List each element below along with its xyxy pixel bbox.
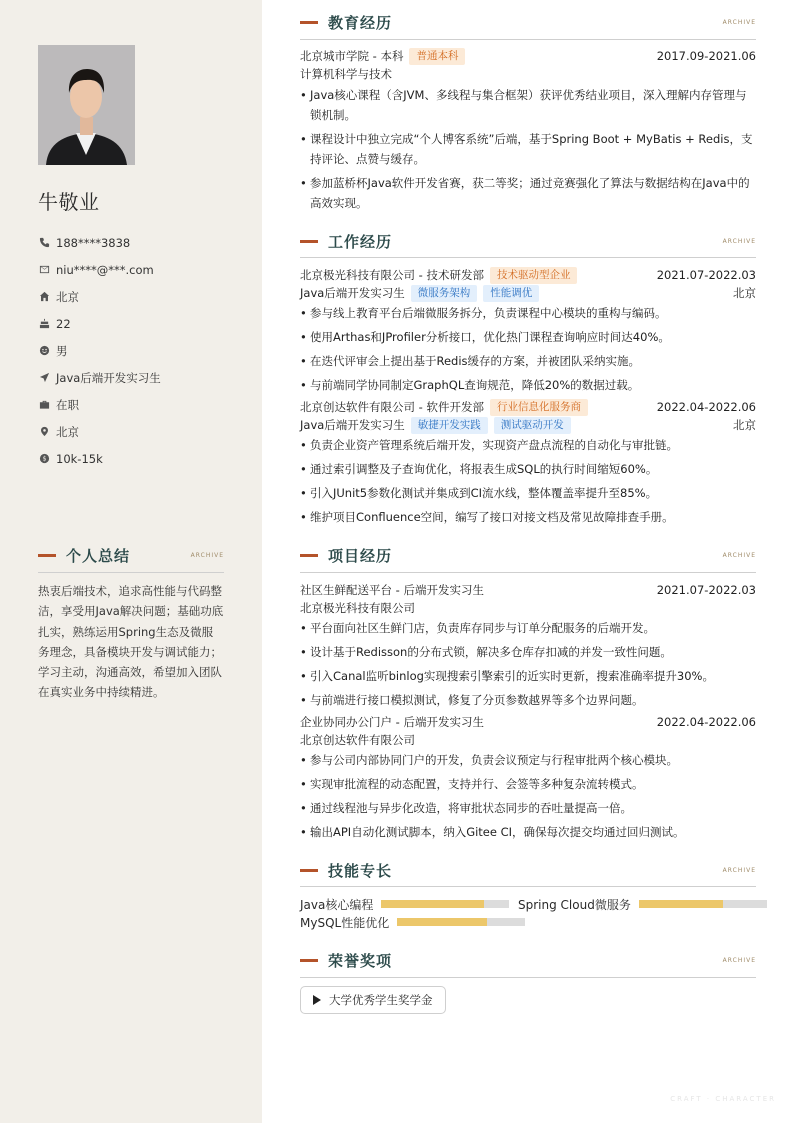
company-badge: 行业信息化服务商 xyxy=(490,399,588,416)
list-item: • 设计基于Redisson的分布式锁，解决多仓库存扣减的并发一致性问题。 xyxy=(300,642,756,662)
project-org-row xyxy=(300,599,756,617)
summary-text: 热衷后端技术，追求高性能与代码整洁，享受用Java解决问题；基础功底扎实，熟练运用Spring生态及微服务理念，具备模块开发与调试能力；学习主动，沟通高效，希望加入团队在真实业务中持续精进。 xyxy=(38,584,224,700)
avatar-photo xyxy=(38,45,135,165)
role: Java后端开发实习生 xyxy=(300,418,405,432)
list-item: • 通过线程池与异步化改造，将审批状态同步的吞吐量提高一倍。 xyxy=(300,798,756,818)
school-name: 北京城市学院 - 本科 xyxy=(300,49,404,63)
main-content xyxy=(262,0,794,1123)
project-date: 2021.07-2022.03 xyxy=(656,583,756,597)
list-item: • 引入Canal监听binlog实现搜索引擎索引的近实时更新，搜索准确率提升30%。 xyxy=(300,666,756,686)
info-text: 男 xyxy=(56,343,68,358)
section-divider xyxy=(300,572,756,573)
company-name: 北京创达软件有限公司 - 软件开发部 xyxy=(300,400,484,414)
skill-item xyxy=(518,895,767,913)
section-tag: ARCHIVE xyxy=(722,238,756,245)
info-home xyxy=(38,283,248,310)
work-city: 北京 xyxy=(733,418,756,432)
work-entry xyxy=(300,266,756,399)
list-item: • 实现审批流程的动态配置，支持并行、会签等多种复杂流转模式。 xyxy=(300,774,756,794)
info-status xyxy=(38,391,248,418)
work-entry xyxy=(300,398,756,531)
skill-tag: 测试驱动开发 xyxy=(494,417,571,434)
info-text: 在职 xyxy=(56,397,79,412)
project-date: 2022.04-2022.06 xyxy=(656,715,756,729)
list-item: • 课程设计中独立完成“个人博客系统”后端，基于Spring Boot + MyBatis + Redis，支持评论、点赞与缓存。 xyxy=(300,129,756,169)
work-bullets xyxy=(300,303,756,395)
section-title: 项目经历 xyxy=(328,547,393,565)
role-row xyxy=(300,416,756,434)
info-age xyxy=(38,310,248,337)
project-row xyxy=(300,713,756,731)
face-icon xyxy=(38,345,50,357)
company-row xyxy=(300,266,756,284)
info-phone xyxy=(38,229,248,256)
work-date: 2022.04-2022.06 xyxy=(656,400,756,414)
work-bullets xyxy=(300,435,756,527)
education-heading xyxy=(300,12,756,33)
skill-tag: 性能调优 xyxy=(483,285,539,302)
mail-icon xyxy=(38,264,50,276)
section-divider xyxy=(300,977,756,978)
briefcase-icon xyxy=(38,399,50,411)
info-gender xyxy=(38,337,248,364)
company-badge: 技术驱动型企业 xyxy=(490,267,578,284)
section-title: 个人总结 xyxy=(66,547,131,565)
list-item: • 平台面向社区生鲜门店，负责库存同步与订单分配服务的后端开发。 xyxy=(300,618,756,638)
section-tag: ARCHIVE xyxy=(722,867,756,874)
info-text: 188****3838 xyxy=(56,235,131,250)
project-org: 北京创达软件有限公司 xyxy=(300,733,415,747)
candidate-name: 牛敬业 xyxy=(38,190,100,214)
heading-bar xyxy=(300,240,318,243)
contact-info xyxy=(38,229,248,472)
info-position xyxy=(38,364,248,391)
education-bullets xyxy=(300,85,756,213)
list-item: • 与前端同学协同制定GraphQL查询规范，降低20%的数据过载。 xyxy=(300,375,756,395)
skill-bar-fill xyxy=(639,900,723,908)
section-title: 教育经历 xyxy=(328,14,393,32)
skill-item xyxy=(300,913,525,931)
project-bullets xyxy=(300,618,756,710)
svg-text:$: $ xyxy=(41,454,47,463)
info-text: 10k-15k xyxy=(56,451,103,466)
awards-heading xyxy=(300,950,756,971)
send-icon xyxy=(38,372,50,384)
info-text: Java后端开发实习生 xyxy=(56,370,161,385)
project-entry xyxy=(300,713,756,846)
skill-bar xyxy=(381,900,509,908)
skill-bar-fill xyxy=(381,900,483,908)
heading-bar xyxy=(38,554,56,557)
section-tag: ARCHIVE xyxy=(722,552,756,559)
skill-name: Java核心编程 xyxy=(300,897,374,912)
list-item: • 维护项目Confluence空间，编写了接口对接文档及常见故障排查手册。 xyxy=(300,507,756,527)
major: 计算机科学与技术 xyxy=(300,67,392,81)
work-city: 北京 xyxy=(733,286,756,300)
salary-icon xyxy=(38,453,50,465)
company-name: 北京极光科技有限公司 - 技术研发部 xyxy=(300,268,484,282)
list-item: • 负责企业资产管理系统后端开发，实现资产盘点流程的自动化与审批链。 xyxy=(300,435,756,455)
home-icon xyxy=(38,291,50,303)
section-title: 工作经历 xyxy=(328,233,393,251)
summary-heading xyxy=(38,545,224,566)
list-item: • 参与线上教育平台后端微服务拆分，负责课程中心模块的重构与编码。 xyxy=(300,303,756,323)
school-badge: 普通本科 xyxy=(409,48,465,65)
heading-bar xyxy=(300,554,318,557)
work-heading xyxy=(300,231,756,252)
skill-tag: 敏捷开发实践 xyxy=(411,417,488,434)
info-text: 北京 xyxy=(56,424,79,439)
project-name: 社区生鲜配送平台 - 后端开发实习生 xyxy=(300,583,484,597)
education-date: 2017.09-2021.06 xyxy=(656,49,756,63)
play-icon xyxy=(313,995,321,1005)
section-divider xyxy=(300,257,756,258)
major-row xyxy=(300,65,756,83)
info-email xyxy=(38,256,248,283)
project-org-row xyxy=(300,731,756,749)
location-icon xyxy=(38,426,50,438)
project-org: 北京极光科技有限公司 xyxy=(300,601,415,615)
list-item: • 引入JUnit5参数化测试并集成到CI流水线，整体覆盖率提升至85%。 xyxy=(300,483,756,503)
section-tag: ARCHIVE xyxy=(190,552,224,559)
project-bullets xyxy=(300,750,756,842)
skill-name: MySQL性能优化 xyxy=(300,915,390,930)
section-divider xyxy=(300,39,756,40)
info-text: 22 xyxy=(56,316,71,331)
section-divider xyxy=(300,886,756,887)
list-item: • 通过索引调整及子查询优化，将报表生成SQL的执行时间缩短60%。 xyxy=(300,459,756,479)
list-item: • 输出API自动化测试脚本，纳入Gitee CI，确保每次提交均通过回归测试。 xyxy=(300,822,756,842)
heading-bar xyxy=(300,869,318,872)
education-entry xyxy=(300,47,756,217)
list-item: • 与前端进行接口模拟测试，修复了分页参数越界等多个边界问题。 xyxy=(300,690,756,710)
info-location xyxy=(38,418,248,445)
section-tag: ARCHIVE xyxy=(722,957,756,964)
projects-heading xyxy=(300,545,756,566)
skill-name: Spring Cloud微服务 xyxy=(518,897,631,912)
cake-icon xyxy=(38,318,50,330)
skill-bar xyxy=(397,918,525,926)
section-tag: ARCHIVE xyxy=(722,19,756,26)
skill-bar-fill xyxy=(397,918,487,926)
award-item[interactable] xyxy=(300,986,446,1014)
watermark: CRAFT · CHARACTER xyxy=(670,1095,776,1103)
skill-item xyxy=(300,895,509,913)
project-entry xyxy=(300,581,756,714)
list-item: • 使用Arthas和JProfiler分析接口，优化热门课程查询响应时间达40%。 xyxy=(300,327,756,347)
award-name: 大学优秀学生奖学金 xyxy=(329,993,433,1007)
project-name: 企业协同办公门户 - 后端开发实习生 xyxy=(300,715,484,729)
skills-heading xyxy=(300,860,756,881)
section-title: 荣誉奖项 xyxy=(328,952,393,970)
role: Java后端开发实习生 xyxy=(300,286,405,300)
section-title: 技能专长 xyxy=(328,862,393,880)
list-item: • 在迭代评审会上提出基于Redis缓存的方案，并被团队采纳实施。 xyxy=(300,351,756,371)
info-text: 北京 xyxy=(56,289,79,304)
info-text: niu****@***.com xyxy=(56,262,154,277)
work-date: 2021.07-2022.03 xyxy=(656,268,756,282)
role-row xyxy=(300,284,756,302)
phone-icon xyxy=(38,237,50,249)
list-item: • 参加蓝桥杯Java软件开发省赛，获二等奖；通过竞赛强化了算法与数据结构在Java中的高效实现。 xyxy=(300,173,756,213)
heading-bar xyxy=(300,21,318,24)
skill-bar xyxy=(639,900,767,908)
education-row xyxy=(300,47,756,65)
project-row xyxy=(300,581,756,599)
heading-bar xyxy=(300,959,318,962)
list-item: • Java核心课程（含JVM、多线程与集合框架）获评优秀结业项目，深入理解内存管理与锁机制。 xyxy=(300,85,756,125)
info-salary xyxy=(38,445,248,472)
list-item: • 参与公司内部协同门户的开发，负责会议预定与行程审批两个核心模块。 xyxy=(300,750,756,770)
section-divider xyxy=(38,572,224,573)
company-row xyxy=(300,398,756,416)
skill-tag: 微服务架构 xyxy=(411,285,478,302)
